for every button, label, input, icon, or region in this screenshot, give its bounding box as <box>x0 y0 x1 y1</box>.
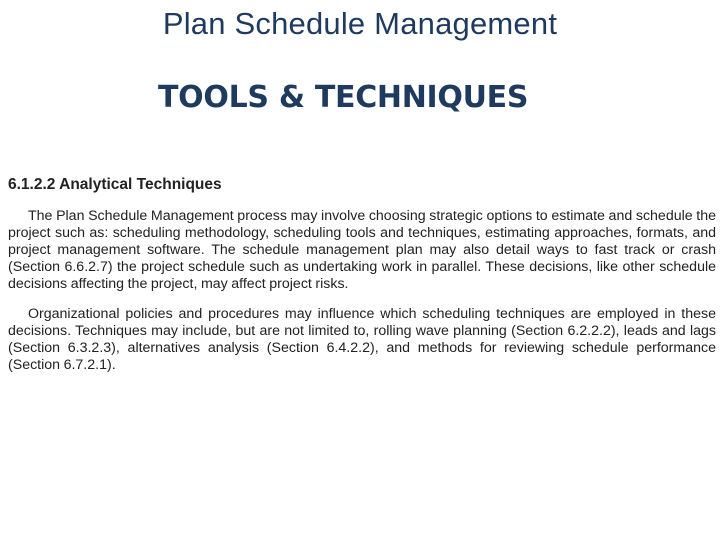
slide-subtitle: TOOLS & TECHNIQUES <box>158 80 529 115</box>
analytical-techniques-section <box>8 176 716 387</box>
paragraph-organizational-policies: Organizational policies and procedures may influence which scheduling techniques are employed in these decisions. Techniques may include, but are not limited to, rolling wave planning (Section 6.2.2.2), leads and lags (Section 6.3.2.3), alternatives analysis (Section 6.4.2.2), and methods for reviewing schedule performance (Section 6.7.2.1). <box>8 306 716 373</box>
section-heading: 6.1.2.2 Analytical Techniques <box>8 176 222 193</box>
paragraph-strategic-options: The Plan Schedule Management process may involve choosing strategic options to estimate and schedule the project such as: scheduling methodology, scheduling tools and techniques, estimating approaches, formats, and project management software. The schedule management plan may also detail ways to fast track or crash (Section 6.6.2.7) the project schedule such as undertaking work in parallel. These decisions, like other schedule decisions affecting the project, may affect project risks. <box>8 208 716 292</box>
slide-title: Plan Schedule Management <box>162 6 558 41</box>
